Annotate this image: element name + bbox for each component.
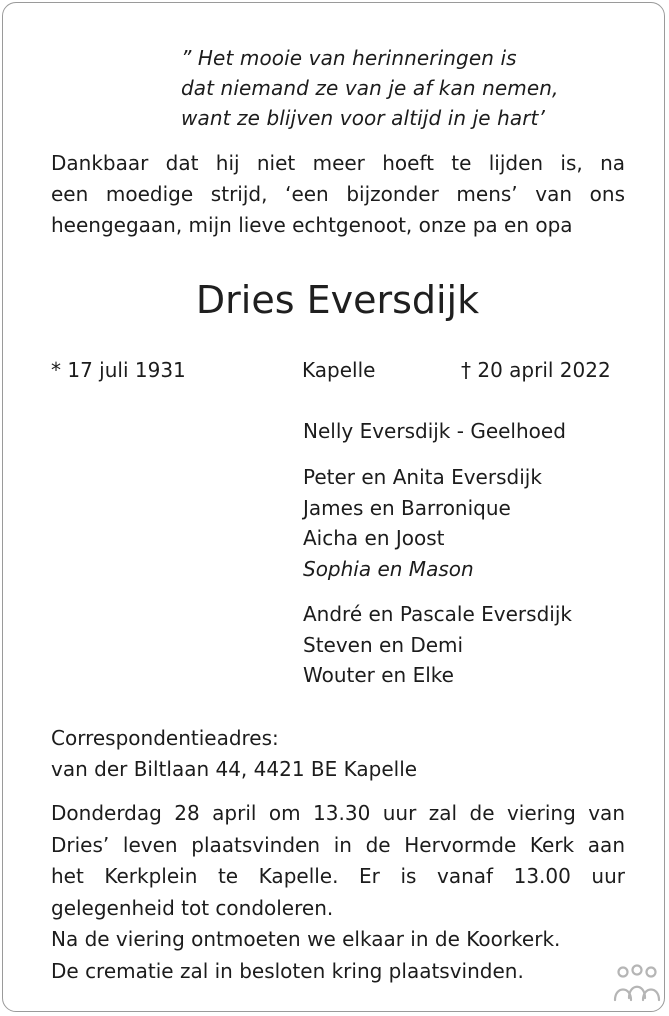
service-details [51, 798, 625, 987]
obituary-card [2, 2, 665, 1012]
residence-place: Kapelle [302, 358, 376, 382]
correspondence-street: van der Biltlaan 44, 4421 BE Kapelle [51, 757, 418, 781]
family-group-1 [303, 462, 542, 584]
deceased-name: Dries Eversdijk [195, 278, 480, 322]
service-line: Dries’ leven plaatsvinden in de Hervormde Kerk aan [51, 832, 625, 857]
service-line: Donderdag 28 april om 13.30 uur zal de viering van [51, 801, 625, 825]
intro-line: een moedige strijd, ‘een bijzonder mens’ van ons [51, 182, 625, 206]
family-group-2 [303, 599, 572, 691]
correspondence-label: Correspondentieadres: [51, 726, 279, 750]
intro-line: Dankbaar dat hij niet meer hoeft te lijden is, na [51, 151, 625, 175]
grandchildren-line: Sophia en Mason [303, 556, 474, 581]
family-line: Wouter en Elke [303, 663, 454, 687]
people-group-icon [612, 964, 662, 1004]
quote-line: ” Het mooie van herinneringen is [181, 46, 517, 70]
service-line: Na de viering ontmoeten we elkaar in de Koorkerk. [51, 927, 561, 951]
correspondence-address [51, 723, 417, 785]
family-line: Peter en Anita Eversdijk [303, 465, 542, 489]
death-date: † 20 april 2022 [461, 358, 611, 382]
intro-line: heengegaan, mijn lieve echtgenoot, onze pa en opa [51, 213, 573, 237]
quote-line: want ze blijven voor altijd in je hart’ [181, 106, 545, 130]
family-line: Steven en Demi [303, 632, 464, 657]
family-line: Aicha en Joost [303, 526, 445, 550]
family-line: André en Pascale Eversdijk [303, 602, 572, 626]
family-line: James en Barronique [303, 495, 511, 520]
memorial-quote [181, 43, 558, 133]
quote-line: dat niemand ze van je af kan nemen, [181, 76, 559, 100]
birth-date: * 17 juli 1931 [51, 358, 186, 382]
service-line: De crematie zal in besloten kring plaatsvinden. [51, 958, 524, 983]
intro-text [51, 148, 625, 241]
service-line: gelegenheid tot condoleren. [51, 895, 334, 920]
service-line: het Kerkplein te Kapelle. Er is vanaf 13.00 uur [51, 864, 625, 888]
spouse-name: Nelly Eversdijk - Geelhoed [303, 419, 566, 443]
